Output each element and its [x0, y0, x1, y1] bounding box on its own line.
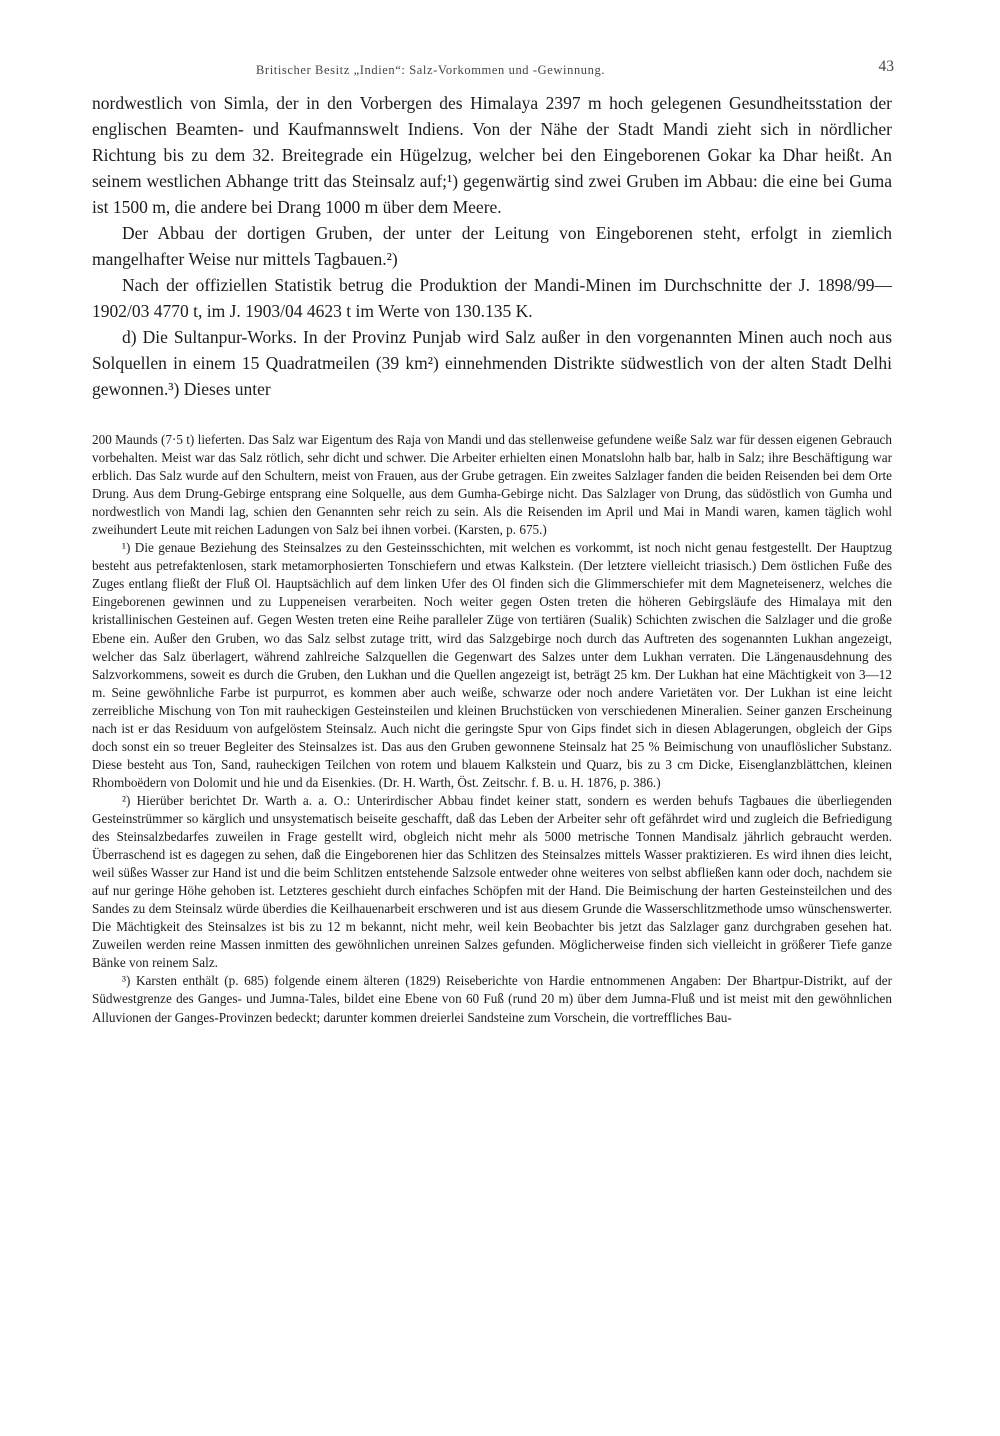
- footnotes: [92, 431, 892, 1027]
- section-gap: [92, 402, 892, 431]
- main-text: [92, 90, 892, 402]
- document-page: [92, 58, 892, 1027]
- main-paragraph: Nach der offiziellen Statistik betrug die Produktion der Mandi-Minen im Durchschnitte der J. 1898/99—1902/03 4770 t, im J. 1903/04 4623 t im Werte von 130.135 K.: [92, 275, 892, 321]
- footnote-3: ³) Karsten enthält (p. 685) folgende einem älteren (1829) Reiseberichte von Hardie entnommenen Angaben: Der Bhartpur-Distrikt, auf der Südwestgrenze des Ganges- und Jumna-Tales, bildet eine Ebene von 60 Fuß (rund 20 m) über dem Jumna-Fluß und ist meist mit den gewöhnlichen Alluvionen der Ganges-Provinzen bedeckt; darunter kommen dreierlei Sandsteine zum Vorschein, die vortreffliches Bau-: [92, 973, 892, 1025]
- footnote-continuation: 200 Maunds (7·5 t) lieferten. Das Salz war Eigentum des Raja von Mandi und das stellenweise gefundene weiße Salz war für dessen eigenen Gebrauch vorbehalten. Meist war das Salz rötlich, sehr dicht und schwer. Die Arbeiter erhielten einen Monatslohn halb bar, halb in Salz; ihre Beschäftigung war erblich. Das Salz wurde auf den Schultern, meist von Frauen, aus der Grube getragen. Ein zweites Salzlager fanden die beiden Reisenden bei dem Orte Drung. Aus dem Drung-Gebirge entsprang eine Solquelle, aus dem Gumha-Gebirge nicht. Das Salzlager von Drung, das südöstlich von Gumha und nordwestlich von Mandi lag, schien den Genannten sehr reich zu sein. Als die Reisenden im April und Mai in Mandi waren, kamen täglich wohl zweihundert Leute mit reichen Ladungen von Salz bei ihnen vorbei. (Karsten, p. 675.): [92, 432, 892, 538]
- main-paragraph: Der Abbau der dortigen Gruben, der unter der Leitung von Eingeborenen steht, erfolgt in ziemlich mangelhafter Weise nur mittels Tagbauen.²): [92, 223, 892, 269]
- running-head-title: Britischer Besitz „Indien“: Salz-Vorkommen und -Gewinnung.: [256, 63, 606, 77]
- running-head: [92, 58, 892, 84]
- main-paragraph: nordwestlich von Simla, der in den Vorbergen des Himalaya 2397 m hoch gelegenen Gesundheitsstation der englischen Beamten- und Kaufmannswelt Indiens. Von der Nähe der Stadt Mandi zieht sich in nördlicher Richtung bis zu dem 32. Breitegrade ein Hügelzug, welcher bei den Eingeborenen Gokar ka Dhar heißt. An seinem westlichen Abhange tritt das Steinsalz auf;¹) gegenwärtig sind zwei Gruben im Abbau: die eine bei Guma ist 1500 m, die andere bei Drang 1000 m über dem Meere.: [92, 93, 892, 217]
- footnote-1: ¹) Die genaue Beziehung des Steinsalzes zu den Gesteinsschichten, mit welchen es vorkommt, ist noch nicht genau festgestellt. Der Hauptzug besteht aus petrefaktenlosen, stark metamorphosierten Tonschiefern und etwas Kalkstein. (Der letztere vielleicht triasisch.) Dem östlichen Fuße des Zuges entlang fließt der Fluß Ol. Hauptsächlich auf dem linken Ufer des Ol finden sich die Glimmerschiefer mit dem Magneteisenerz, welches die Eingeborenen gewinnen und zu Luppeneisen verarbeiten. Noch weiter gegen Osten treten die höheren Gebirgsläufe des Himalaya mit den kristallinischen Gesteinen auf. Gegen Westen treten eine Reihe paralleler Züge von tertiären (Sualik) Schichten zwischen die Salzlager und die große Ebene ein. Außer den Gruben, wo das Salz selbst zutage tritt, wird das Salzgebirge noch durch das Auftreten des sogenannten Lukhan angezeigt, welcher das Salz überlagert, während zahlreiche Salzquellen die Gegenwart des Salzes unter dem Lukhan verraten. Die Längenausdehnung des Salzvorkommens, soweit es durch die Gruben, den Lukhan und die Quellen angezeigt ist, beträgt 25 km. Der Lukhan hat eine Mächtigkeit von 3—12 m. Seine gewöhnliche Farbe ist purpurrot, es kommen aber auch weiße, schwarze oder noch andere Varietäten vor. Der Lukhan ist eine leicht zerreibliche Mischung von Ton mit rauheckigen Gesteinsteilen und kleinen Bruchstücken von verschiedenen Mineralien. Seiner ganzen Erscheinung nach ist er das Residuum von aufgelöstem Steinsalz. Auch nicht die geringste Spur von Gips findet sich in diesen Ablagerungen, obgleich der Gips doch sonst ein so treuer Begleiter des Steinsalzes ist. Das aus den Gruben gewonnene Steinsalz hat 25 % Beimischung von unauflöslicher Substanz. Diese besteht aus Ton, Sand, rauheckigen Teilchen von rotem und blauem Kalkstein und Quarz, bis zu 3 cm Dicke, Eisenglanzblättchen, kleinen Rhomboëdern von Dolomit und hie und da Eisenkies. (Dr. H. Warth, Öst. Zeitschr. f. B. u. H. 1876, p. 386.): [92, 540, 892, 790]
- main-paragraph: d) Die Sultanpur-Works. In der Provinz Punjab wird Salz außer in den vorgenannten Minen auch noch aus Solquellen in einem 15 Quadratmeilen (39 km²) einnehmenden Distrikte südwestlich von der alten Stadt Delhi gewonnen.³) Dieses unter: [92, 327, 892, 399]
- page-number: 43: [878, 58, 894, 75]
- footnote-2: ²) Hierüber berichtet Dr. Warth a. a. O.: Unterirdischer Abbau findet keiner statt, sondern es werden behufs Tagbaues die überliegenden Gesteinstrümmer so kärglich und unsystematisch beiseite geschafft, daß das Leben der Arbeiter sehr oft gefährdet wird und zugleich die Befriedigung des Steinsalzbedarfes zuweilen in Frage gestellt wird, obgleich nicht mehr als 5000 metrische Tonnen Mandisalz jährlich gebraucht werden. Überraschend ist es dagegen zu sehen, daß die Eingeborenen hier das Schlitzen des Steinsalzes mittels Wasser praktizieren. Es wird ihnen dies leicht, weil süßes Wasser zur Hand ist und die beim Schlitzen entstehende Salzsole entweder ohne weiteres von selbst abfließen kann oder doch, nachdem sie auf nur geringe Höhe gehoben ist. Letzteres geschieht durch einfaches Schöpfen mit der Hand. Die Beimischung der harten Gesteinsteilchen und des Sandes zu dem Steinsalz würde überdies die Keilhauenarbeit erschweren und ist aus diesem Grunde die Wasserschlitzmethode umso wünschenswerter. Die Mächtigkeit des Steinsalzes ist bis zu 12 m bekannt, nicht mehr, weil kein Beobachter bis jetzt das Salzlager ganz durchgraben gesehen hat. Zuweilen werden reine Massen inmitten des gewöhnlichen unreinen Salzes gefunden. Möglicherweise finden sich vielleicht in größerer Tiefe ganze Bänke von reinem Salz.: [92, 792, 892, 971]
